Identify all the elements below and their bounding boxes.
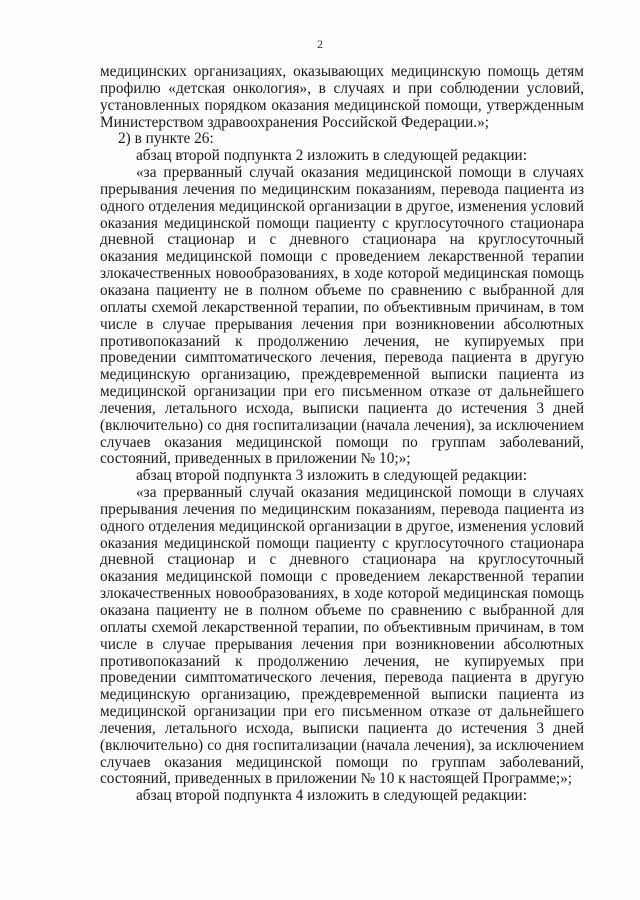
text-line: медицинских организациях, оказывающих медицинскую помощь детям [100,64,584,80]
text-line: прерывания лечения по медицинским показаниям, перевода пациента из [100,181,584,198]
text-line: проведении симптоматического лечения, перевода пациента в другую [100,350,584,367]
text-line: лечения, летального исхода, выписки пациента до истечения 3 дней [100,400,584,417]
text-line: проведении симптоматического лечения, перевода пациента в другую [100,670,584,687]
text-line: случаев оказания медицинской помощи по группам заболеваний, [100,434,584,451]
text-line: «за прерванный случай оказания медицинской помощи в случаях [136,165,584,182]
text-line: числе в случае прерывания лечения при возникновении абсолютных [100,316,584,333]
text-line: оказания медицинской помощи с проведением лекарственной терапии [100,249,584,266]
document-body [100,64,584,805]
text-line: случаев оказания медицинской помощи по группам заболеваний, [100,754,584,771]
text-line: дневной стационар и с дневного стационара на круглосуточный [100,232,584,249]
text-line: (включительно) со дня госпитализации (начала лечения), за исключением [100,737,584,754]
text-line: дневной стационар и с дневного стационара на круглосуточный [100,552,584,569]
text-line: установленных порядком оказания медицинской помощи, утвержденным [100,97,584,114]
text-line: 2) в пункте 26: [118,130,214,148]
text-line: лечения, летального исхода, выписки пациента до истечения 3 дней [100,720,584,737]
text-line: прерывания лечения по медицинским показаниям, перевода пациента из [100,501,584,518]
text-line: Министерством здравоохранения Российской Федерации.»; [100,113,490,131]
text-line: медицинскую организацию, преждевременной выписки пациента из [100,687,584,704]
text-line: (включительно) со дня госпитализации (начала лечения), за исключением [100,417,584,434]
text-line: профилю «детская онкология», в случаях и при соблюдении условий, [100,80,584,97]
text-line: медицинской организации при его письменном отказе от дальнейшего [100,384,584,401]
text-line: оказана пациенту не в полном объеме по сравнению с выбранной для [100,282,584,299]
text-line: медицинской организации при его письменном отказе от дальнейшего [100,704,584,721]
text-line: одного отделения медицинской организации в другое, изменения условий [100,198,584,215]
text-line: злокачественных новообразованиях, в ходе которой медицинская помощь [100,586,584,603]
text-line: оказана пациенту не в полном объеме по сравнению с выбранной для [100,603,584,619]
text-line: числе в случае прерывания лечения при возникновении абсолютных [100,636,584,653]
text-line: оплаты схемой лекарственной терапии, по объективным причинам, в том [100,299,584,316]
text-line: «за прерванный случай оказания медицинской помощи в случаях [136,485,584,502]
text-line: оказания медицинской помощи с проведением лекарственной терапии [100,569,584,586]
text-line: оказания медицинской помощи пациенту с круглосуточного стационара [100,535,584,552]
text-line: противопоказаний к продолжению лечения, не купируемых при [100,333,584,350]
text-line: абзац второй подпункта 2 изложить в следующей редакции: [136,147,527,165]
page-number: 2 [317,37,323,51]
text-line: состояний, приведенных в приложении № 10 к настоящей Программе;»; [100,770,573,788]
text-line: медицинскую организацию, преждевременной выписки пациента из [100,367,584,384]
text-line: противопоказаний к продолжению лечения, не купируемых при [100,653,584,670]
text-line: злокачественных новообразованиях, в ходе которой медицинская помощь [100,266,584,283]
text-line: оказания медицинской помощи пациенту с круглосуточного стационара [100,215,584,232]
text-line: одного отделения медицинской организации в другое, изменения условий [100,518,584,535]
text-line: абзац второй подпункта 4 изложить в следующей редакции: [136,787,527,805]
text-line: состояний, приведенных в приложении № 10;»; [100,450,411,468]
text-line: абзац второй подпункта 3 изложить в следующей редакции: [136,467,527,485]
text-line: оплаты схемой лекарственной терапии, по объективным причинам, в том [100,619,584,636]
scan-artifact [228,722,231,725]
